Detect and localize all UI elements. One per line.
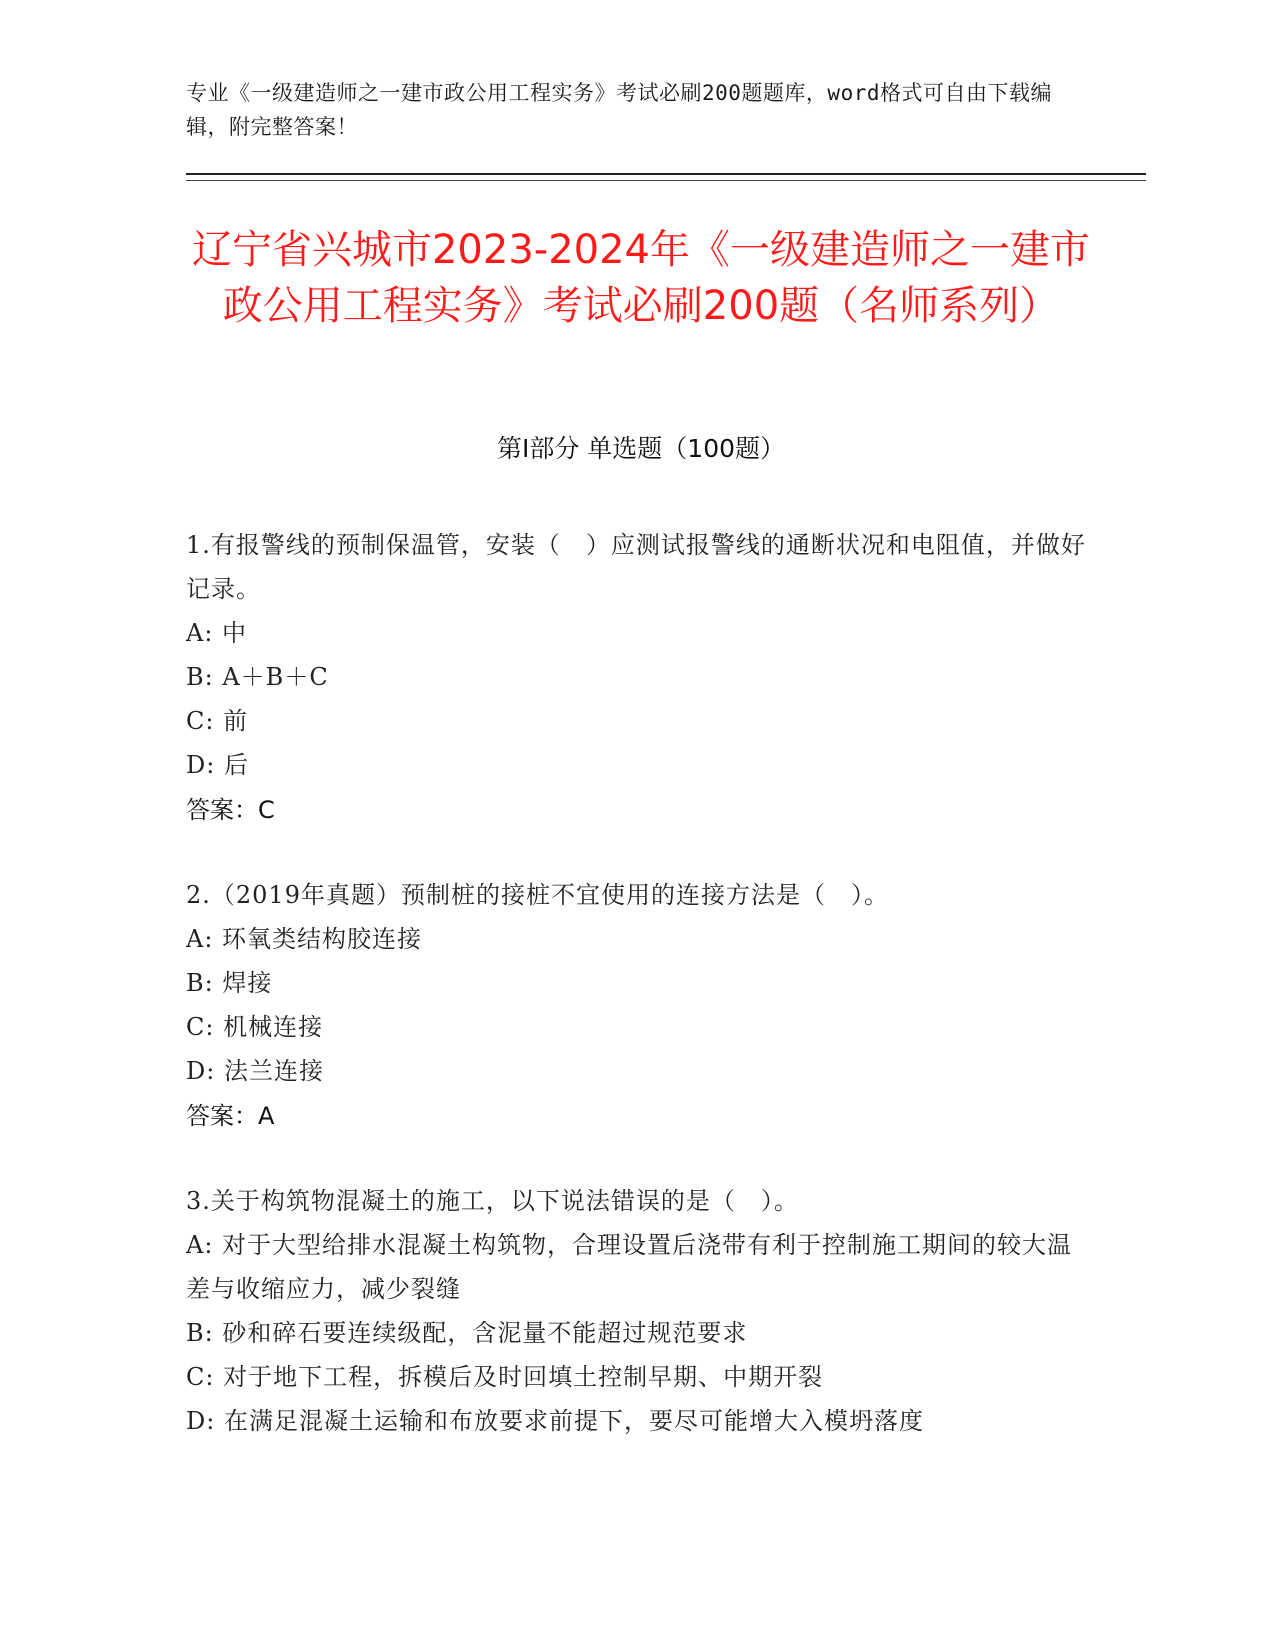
option-a: A: 中 [186, 619, 248, 647]
option-c: C: 对于地下工程，拆模后及时回填土控制早期、中期开裂 [186, 1363, 824, 1391]
header-divider-thick [186, 173, 1146, 175]
option-d: D: 法兰连接 [186, 1057, 324, 1085]
question-list [186, 523, 1086, 1483]
option-c: C: 前 [186, 707, 249, 735]
option-c: C: 机械连接 [186, 1013, 324, 1041]
option-b: B: A＋B＋C [186, 663, 329, 691]
question-stem: 1.有报警线的预制保温管，安装（ ）应测试报警线的通断状况和电阻值，并做好记录。 [186, 531, 1086, 603]
header-divider-thin [186, 180, 1146, 181]
question-1 [186, 523, 1086, 833]
question-3 [186, 1179, 1086, 1443]
option-a: A: 对于大型给排水混凝土构筑物，合理设置后浇带有利于控制施工期间的较大温差与收缩应力，减少裂缝 [186, 1231, 1073, 1303]
option-d: D: 后 [186, 751, 249, 779]
question-2 [186, 873, 1086, 1139]
question-stem: 3.关于构筑物混凝土的施工，以下说法错误的是（ ）。 [186, 1187, 799, 1215]
answer-line: 答案：C [186, 796, 275, 824]
option-a: A: 环氧类结构胶连接 [186, 925, 423, 953]
option-d: D: 在满足混凝土运输和布放要求前提下，要尽可能增大入模坍落度 [186, 1407, 924, 1435]
section-title: 第I部分 单选题（100题） [496, 434, 786, 463]
header-note: 专业《一级建造师之一建市政公用工程实务》考试必刷200题题库，word格式可自由下载编辑，附完整答案！ [186, 81, 1052, 139]
answer-line: 答案：A [186, 1102, 275, 1130]
option-b: B: 砂和碎石要连续级配，含泥量不能超过规范要求 [186, 1319, 748, 1347]
document-title: 辽宁省兴城市2023-2024年《一级建造师之一建市政公用工程实务》考试必刷200题（名师系列） [191, 227, 1091, 329]
option-b: B: 焊接 [186, 969, 273, 997]
question-stem: 2.（2019年真题）预制桩的接桩不宜使用的连接方法是（ ）。 [186, 881, 889, 909]
